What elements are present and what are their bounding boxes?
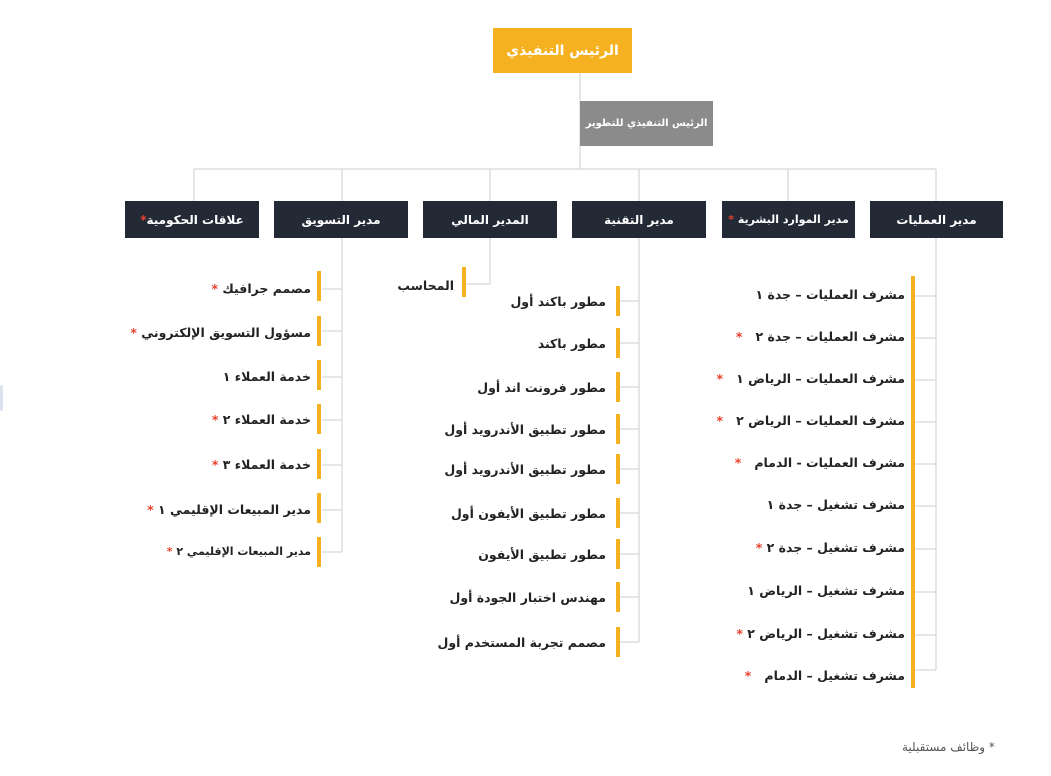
list-item: مصمم تجربة المستخدم أول	[437, 635, 606, 650]
tech-accent-bar	[616, 328, 620, 358]
list-item: مدير المبيعات الإقليمي ٢ *	[166, 545, 311, 558]
list-item: مشرف تشغيل – الرياض ١	[747, 583, 905, 598]
tech-accent-bar	[616, 498, 620, 528]
director-marketing	[274, 201, 408, 238]
list-item: مسؤول التسويق الإلكتروني *	[130, 325, 311, 340]
list-item: مشرف العمليات – جدة ١	[755, 287, 905, 302]
deputy-ceo-box	[580, 101, 713, 146]
left-edge-handle	[0, 385, 3, 411]
list-item: مطور فرونت اند أول	[477, 380, 606, 395]
list-item: مطور باكند أول	[510, 294, 606, 309]
director-gov-label: علاقات الحكومية	[146, 212, 244, 227]
director-hr	[722, 201, 855, 238]
tech-accent-bar	[616, 582, 620, 612]
list-item: مطور تطبيق الأيفون	[478, 547, 606, 562]
marketing-accent-bar	[317, 271, 321, 301]
marketing-accent-bar	[317, 537, 321, 567]
list-item: مطور باكند	[537, 336, 606, 351]
tech-accent-bar	[616, 286, 620, 316]
director-operations	[870, 201, 1003, 238]
future-star: *	[728, 213, 734, 226]
marketing-accent-bar	[317, 316, 321, 346]
director-marketing-label: مدير التسويق	[301, 212, 381, 227]
list-item: مشرف العمليات - الدمام *	[734, 455, 905, 470]
director-operations-label: مدير العمليات	[896, 212, 977, 227]
list-item: المحاسب	[397, 278, 454, 293]
list-item: مشرف العمليات – الرياض ١ *	[716, 371, 905, 386]
director-tech-label: مدير التقنية	[604, 212, 674, 227]
marketing-accent-bar	[317, 360, 321, 390]
tech-accent-bar	[616, 372, 620, 402]
tech-accent-bar	[616, 539, 620, 569]
future-positions-note: * وظائف مستقبلية	[902, 740, 995, 754]
marketing-accent-bar	[317, 449, 321, 479]
list-item: مشرف تشغيل – الرياض ٢ *	[736, 626, 905, 641]
list-item: مشرف العمليات – جدة ٢ *	[735, 329, 905, 344]
list-item: خدمة العملاء ٢ *	[211, 412, 311, 427]
list-item: خدمة العملاء ١	[222, 369, 311, 384]
list-item: مصمم جرافيك *	[211, 281, 311, 296]
list-item: مشرف العمليات – الرياض ٢ *	[716, 413, 905, 428]
director-government-relations	[125, 201, 259, 238]
deputy-ceo-label: الرئيس التنفيذي للتطوير	[585, 118, 708, 129]
marketing-accent-bar	[317, 493, 321, 523]
marketing-accent-bar	[317, 404, 321, 434]
operations-accent-bar	[911, 276, 915, 688]
director-finance	[423, 201, 557, 238]
list-item: مطور تطبيق الأيفون أول	[450, 506, 606, 521]
list-item: مشرف تشغيل – جدة ٢ *	[755, 540, 905, 555]
list-item: مطور تطبيق الأندرويد أول	[444, 422, 606, 437]
list-item: مشرف تشغيل – الدمام *	[744, 668, 905, 683]
tech-accent-bar	[616, 627, 620, 657]
finance-accent-bar	[462, 267, 466, 297]
list-item: خدمة العملاء ٣ *	[211, 457, 311, 472]
director-tech	[572, 201, 706, 238]
ceo-box	[493, 28, 632, 73]
list-item: مطور تطبيق الأندرويد أول	[444, 462, 606, 477]
list-item: مدير المبيعات الإقليمي ١ *	[147, 502, 311, 517]
tech-accent-bar	[616, 454, 620, 484]
tech-accent-bar	[616, 414, 620, 444]
list-item: مشرف تشغيل – جدة ١	[766, 497, 905, 512]
list-item: مهندس اختبار الجودة أول	[449, 590, 606, 605]
future-star: *	[140, 212, 147, 227]
director-hr-label: مدير الموارد البشرية	[737, 213, 849, 226]
ceo-label: الرئيس التنفيذي	[506, 42, 619, 59]
director-finance-label: المدير المالي	[451, 212, 529, 227]
